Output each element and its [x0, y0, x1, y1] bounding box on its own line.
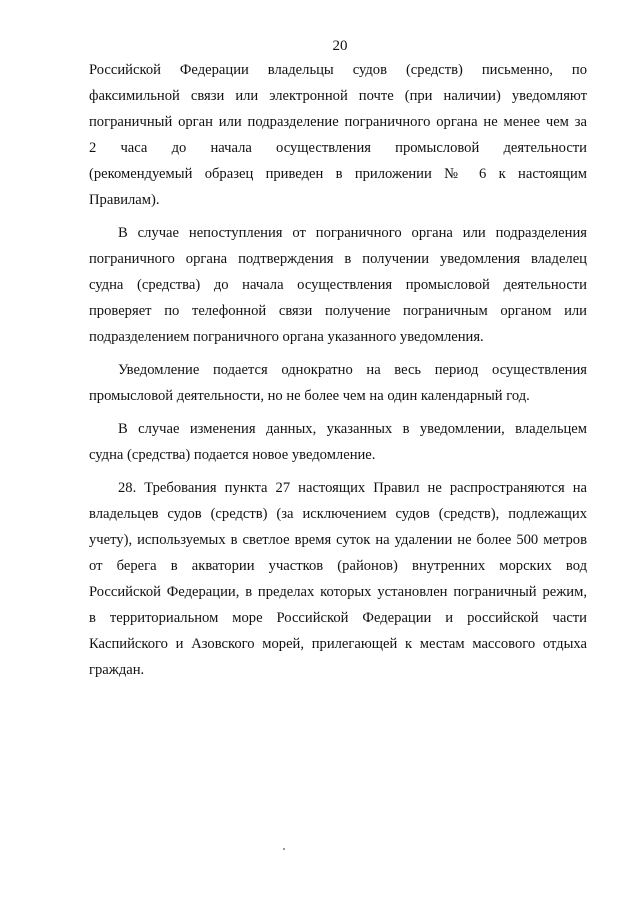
paragraph — [89, 220, 587, 350]
page-number: 20 — [332, 38, 348, 54]
text-line: Российской Федерации владельцы судов (средств) письменно, по — [89, 62, 587, 78]
text-line: пограничный орган или подразделение пограничного органа не менее чем за — [89, 114, 587, 130]
text-line: факсимильной связи или электронной почте (при наличии) уведомляют — [89, 88, 587, 104]
text-line: Уведомление подается однократно на весь период осуществления — [118, 362, 587, 378]
text-line: Правилам). — [89, 192, 160, 208]
text-line: промысловой деятельности, но не более чем на один календарный год. — [89, 388, 530, 404]
document-body — [89, 57, 587, 690]
text-line: владельцев судов (средств) (за исключением судов (средств), подлежащих — [89, 506, 587, 522]
text-line: пограничного органа подтверждения в получении уведомления владелец — [89, 251, 587, 267]
text-line: проверяет по телефонной связи получение пограничным органом или — [89, 303, 587, 319]
paragraph — [89, 475, 587, 683]
text-line: от берега в акватории участков (районов) внутренних морских вод — [89, 558, 587, 574]
text-line: В случае изменения данных, указанных в уведомлении, владельцем — [118, 421, 587, 437]
text-line: в территориальном море Российской Федерации и российской части — [89, 610, 587, 626]
paragraph — [89, 416, 587, 468]
text-line: судна (средства) до начала осуществления промысловой деятельности — [89, 277, 587, 293]
text-line: (рекомендуемый образец приведен в приложении № 6 к настоящим — [89, 166, 587, 182]
paragraph — [89, 57, 587, 213]
paragraph — [89, 357, 587, 409]
text-line: В случае непоступления от пограничного органа или подразделения — [118, 225, 587, 241]
text-line: учету), используемых в светлое время суток на удалении не более 500 метров — [89, 532, 587, 548]
text-line: 28. Требования пункта 27 настоящих Правил не распространяются на — [118, 480, 587, 496]
text-line: судна (средства) подается новое уведомление. — [89, 447, 376, 463]
text-line: Российской Федерации, в пределах которых установлен пограничный режим, — [89, 584, 587, 600]
scan-speck — [283, 848, 285, 850]
text-line: Каспийского и Азовского морей, прилегающей к местам массового отдыха — [89, 636, 587, 652]
text-line: подразделением пограничного органа указанного уведомления. — [89, 329, 484, 345]
text-line: граждан. — [89, 662, 145, 678]
text-line: 2 часа до начала осуществления промысловой деятельности — [89, 140, 587, 156]
